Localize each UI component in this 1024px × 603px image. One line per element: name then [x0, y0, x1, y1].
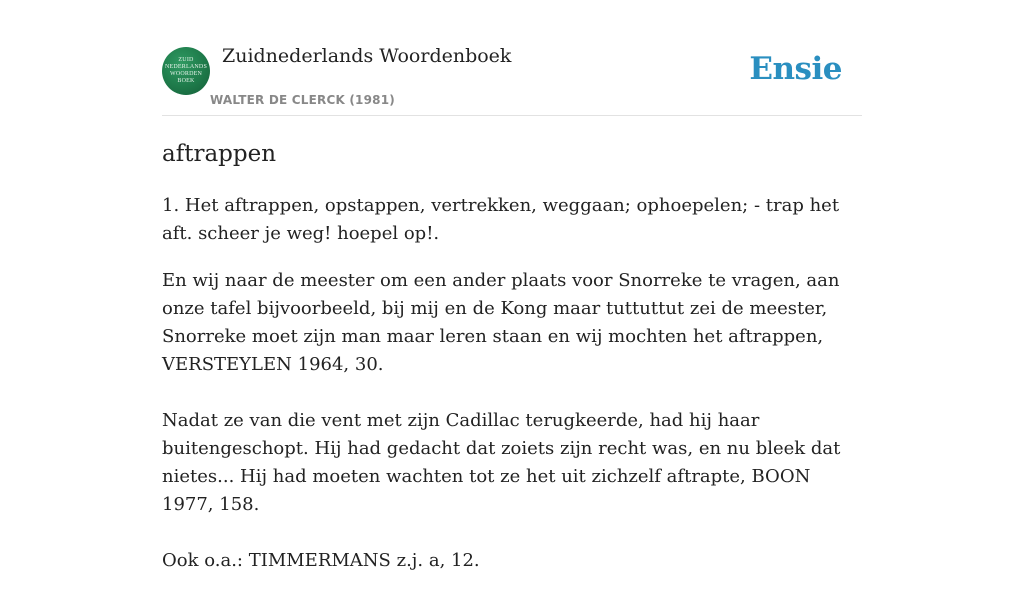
entry-quote: Ook o.a.: TIMMERMANS z.j. a, 12.	[162, 550, 480, 571]
logo-text-line: WOORDEN	[169, 71, 203, 77]
logo-text-line: BOEK	[177, 78, 195, 84]
entry-content	[162, 138, 862, 603]
dictionary-header	[162, 45, 862, 116]
dictionary-name[interactable]: Zuidnederlands Woordenboek	[222, 45, 512, 67]
entry-quote: Nadat ze van die vent met zijn Cadillac terugkeerde, had hij haar buitengeschopt. Hij had gedacht dat zoiets zijn recht was, en nu bleek dat nietes... Hij had moeten wachten tot ze het uit zichzelf aftrapte, BOON 1977, 158.	[162, 410, 841, 515]
logo-text-line: NEDERLANDS	[165, 64, 207, 70]
entry-headword: aftrappen	[162, 141, 277, 167]
entry-definition: 1. Het aftrappen, opstappen, vertrekken, weggaan; ophoepelen; - trap het aft. scheer je weg! hoepel op!.	[162, 195, 840, 244]
dictionary-author: WALTER DE CLERCK (1981)	[210, 93, 395, 107]
dictionary-logo[interactable]	[162, 47, 210, 95]
entry-quote: En wij naar de meester om een ander plaats voor Snorreke te vragen, aan onze tafel bijvoorbeeld, bij mij en de Kong maar tuttuttut zei de meester, Snorreke moet zijn man maar leren staan en wij mochten het aftrappen, VERSTEYLEN 1964, 30.	[162, 270, 840, 375]
ensie-brand-link[interactable]: Ensie	[749, 51, 842, 87]
logo-text-line: ZUID	[178, 57, 194, 63]
